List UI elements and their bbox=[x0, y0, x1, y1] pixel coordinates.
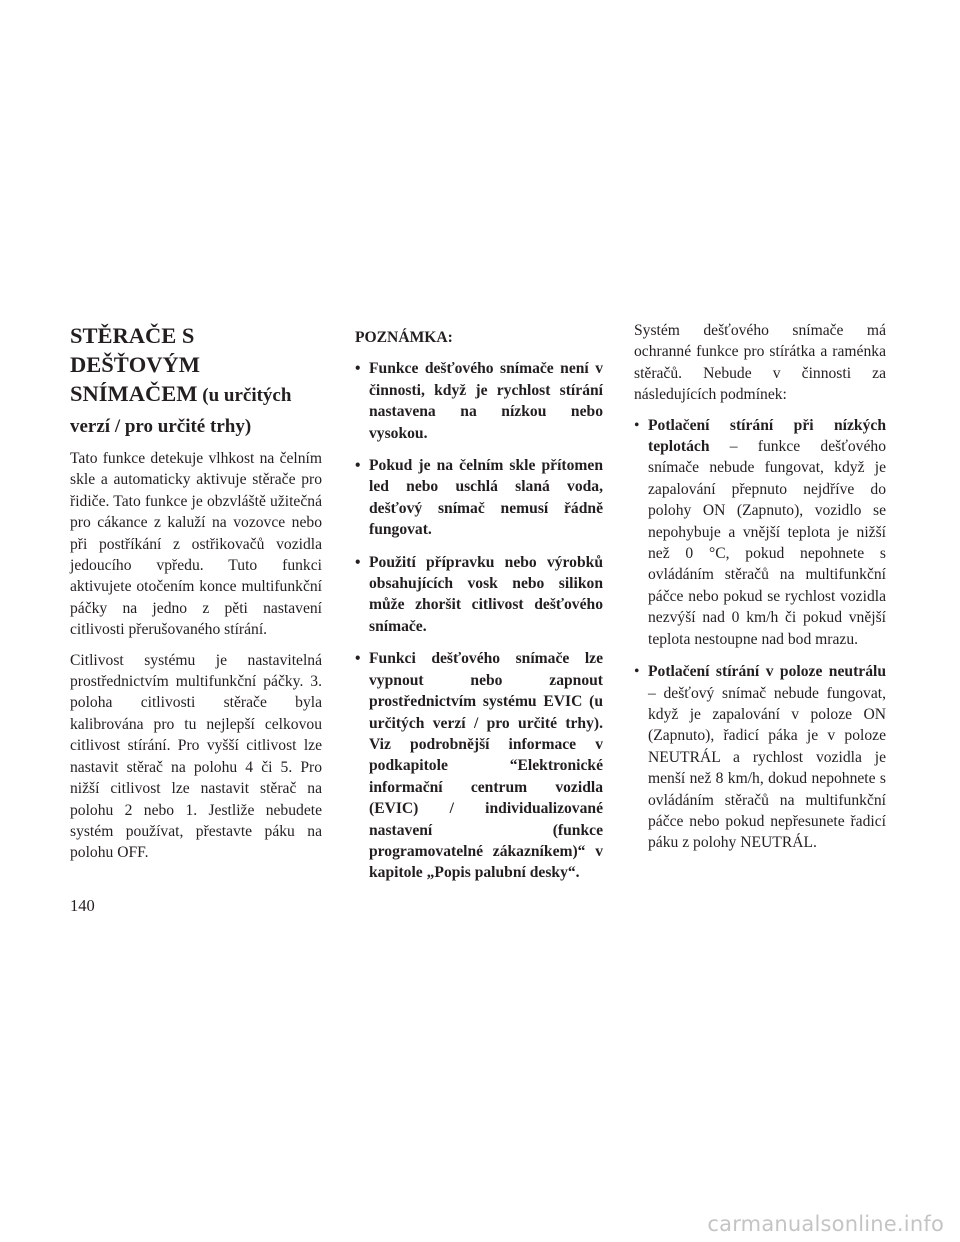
bullet-icon: • bbox=[355, 360, 361, 378]
bullet-icon: • bbox=[634, 663, 640, 681]
condition-list bbox=[634, 415, 886, 854]
page-number: 140 bbox=[70, 896, 95, 915]
note-title: POZNÁMKA: bbox=[355, 329, 453, 346]
condition-item bbox=[634, 415, 886, 650]
bullet-icon: • bbox=[355, 457, 361, 475]
note-item-text: Funkci dešťového snímače lze vypnout nebo zapnout prostřednictvím systému EVIC (u určitých verzí / pro určité trhy). Viz podrobnější informace v podkapitole “Elektronické informační centrum vozidla (EVIC) / individualizované nastavení (funkce programovatelné zákazníkem)“ v kapitole „Popis palubní desky“. bbox=[369, 650, 603, 882]
heading-line3: verzí / pro určité trhy) bbox=[70, 416, 252, 437]
intro-paragraph: Tato funkce detekuje vlhkost na čelním skle a automaticky aktivuje stěrače pro řidiče. Tato funkce je obzvláště užitečná pro cákance z kaluží na vozovce nebo při postříkání z ostřikovačů vozidla jedoucího vpředu. Tuto funkci aktivujete otočením konce multifunkční páčky na jedno z pěti nastavení citlivosti přerušovaného stírání. bbox=[70, 450, 322, 639]
note-item bbox=[355, 648, 603, 883]
condition-text: – funkce dešťového snímače nebude fungovat, když je zapalování přepnuto nejdříve do polohy ON (Zapnuto), vozidlo se nepohybuje a vnější teplota je nižší než 0 °C, pokud nepohnete s ovládáním stěračů na multifunkční páčce nebo pokud se rychlost vozidla nezvýší nad 0 km/h či pokud vnější teplota nestoupne nad bod mrazu. bbox=[648, 438, 886, 648]
note-item-text: Funkce dešťového snímače není v činnosti, když je rychlost stírání nastavena na nízkou nebo vysokou. bbox=[369, 360, 603, 442]
bullet-icon: • bbox=[355, 553, 361, 571]
bullet-icon: • bbox=[355, 650, 361, 668]
heading-line2-main: SNÍMAČEM bbox=[70, 381, 198, 406]
heading-line1: STĚRAČE S DEŠŤOVÝM bbox=[70, 323, 201, 377]
note-item-text: Pokud je na čelním skle přítomen led nebo uschlá slaná voda, dešťový snímač nemusí řádně fungovat. bbox=[369, 457, 603, 539]
protection-intro: Systém dešťového snímače má ochranné funkce pro stírátka a raménka stěračů. Nebude v činnosti za následujících podmínek: bbox=[634, 322, 886, 404]
bullet-icon: • bbox=[634, 416, 640, 434]
note-item bbox=[355, 455, 603, 541]
condition-text: – dešťový snímač nebude fungovat, když je zapalování v poloze ON (Zapnuto), řadicí páka je v poloze NEUTRÁL a rychlost vozidla je menší než 8 km/h, dokud nepohnete s ovládáním stěračů na multifunkční páčce nebo pokud nepřesunete řadicí páku z polohy NEUTRÁL. bbox=[648, 684, 886, 852]
condition-title: Potlačení stírání při nízkých teplotách bbox=[648, 416, 886, 456]
section-heading bbox=[70, 320, 322, 440]
left-column bbox=[70, 320, 322, 873]
condition-title: Potlačení stírání v poloze neutrálu bbox=[648, 663, 886, 681]
note-list bbox=[355, 358, 603, 883]
condition-item bbox=[634, 661, 886, 854]
note-item bbox=[355, 358, 603, 444]
right-column bbox=[634, 320, 886, 865]
note-column bbox=[355, 320, 603, 895]
note-item-text: Použití přípravku nebo výrobků obsahujících vosk nebo silikon může zhoršit citlivost dešťového snímače. bbox=[369, 553, 603, 635]
watermark-text: carmanualsonline.info bbox=[707, 1212, 944, 1236]
sensitivity-paragraph: Citlivost systému je nastavitelná prostřednictvím multifunkční páčky. 3. poloha citlivosti stěrače byla kalibrována pro tu nejlepší celkovou citlivost stírání. Pro vyšší citlivost lze nastavit stěrač na polohu 4 či 5. Pro nižší citlivost lze nastavit stěrač na polohu 2 nebo 1. Jestliže nebudete systém používat, přestavte páku na polohu OFF. bbox=[70, 651, 322, 862]
note-item bbox=[355, 552, 603, 638]
heading-line2-qualifier: (u určitých bbox=[197, 385, 292, 406]
